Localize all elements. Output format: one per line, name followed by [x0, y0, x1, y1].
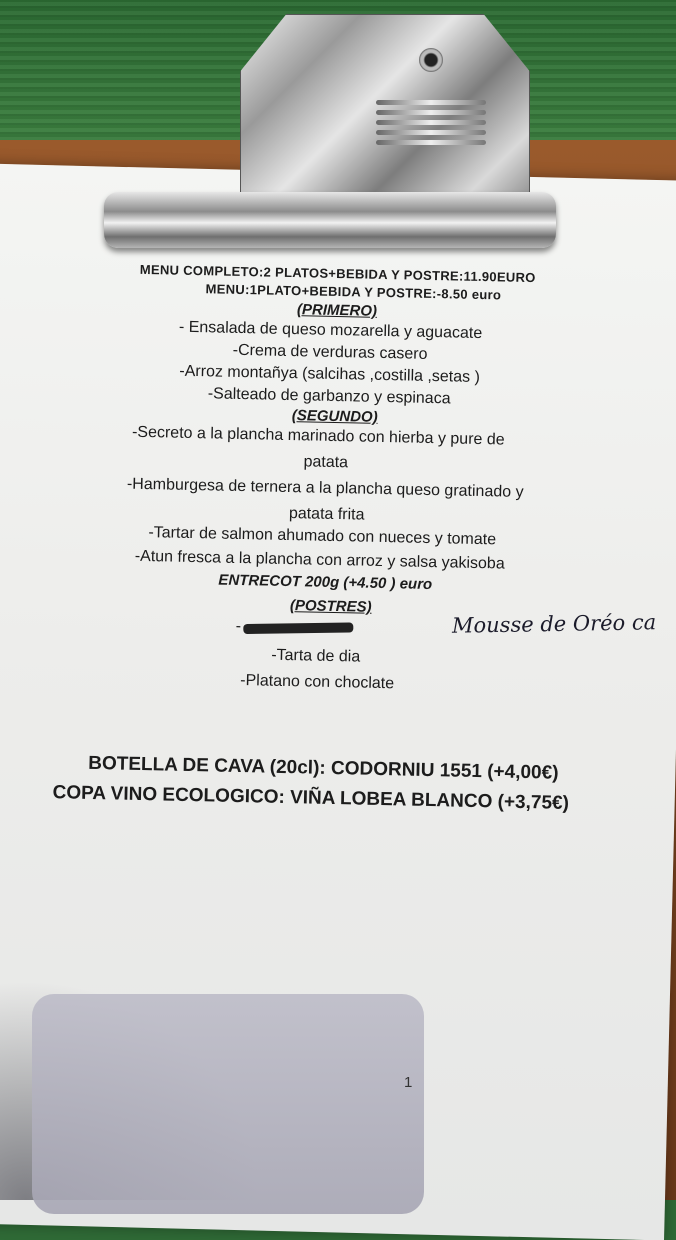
segundo-item: -Tartar de salmon ahumado con nueces y tomate — [148, 524, 497, 549]
menu-header-completo: MENU COMPLETO:2 PLATOS+BEBIDA Y POSTRE:11.90EURO — [139, 261, 536, 286]
segundo-item: -Secreto a la plancha marinado con hierba y pure de — [131, 423, 505, 449]
crossed-out-mark — [243, 622, 353, 634]
segundo-item: patata frita — [288, 505, 365, 524]
section-primero: (PRIMERO) — [296, 301, 378, 320]
clip-bar — [104, 192, 556, 248]
primero-item: -Arroz montañya (salcihas ,costilla ,setas ) — [179, 362, 481, 386]
phone-reflection — [32, 994, 424, 1214]
handwritten-note: Mousse de Oréo ca — [451, 610, 657, 638]
primero-item: -Salteado de garbanzo y espinaca — [207, 385, 451, 408]
clip-hole-icon — [419, 48, 443, 72]
entrecot-line: ENTRECOT 200g (+4.50 ) euro — [218, 571, 433, 594]
primero-item: - Ensalada de queso mozarella y aguacate — [178, 318, 483, 343]
metal-clip — [104, 12, 556, 248]
clip-ridges — [376, 100, 486, 156]
postres-dash: - — [235, 617, 242, 636]
segundo-item: -Atun fresca a la plancha con arroz y salsa yakisoba — [134, 547, 505, 573]
section-segundo: (SEGUNDO) — [291, 407, 378, 426]
section-postres: (POSTRES) — [289, 597, 372, 616]
segundo-item: patata — [303, 453, 349, 472]
postres-item: -Tarta de dia — [271, 646, 361, 666]
page-number: 1 — [404, 1074, 413, 1091]
drink-cava: BOTELLA DE CAVA (20cl): CODORNIU 1551 (+4,00€) — [88, 752, 559, 784]
drink-vino: COPA VINO ECOLOGICO: VIÑA LOBEA BLANCO (+3,75€) — [52, 782, 570, 814]
primero-item: -Crema de verduras casero — [232, 341, 428, 363]
segundo-item: -Hamburgesa de ternera a la plancha queso gratinado y — [126, 475, 524, 501]
menu-header-simple: MENU:1PLATO+BEBIDA Y POSTRE:-8.50 euro — [205, 281, 502, 303]
postres-item: -Platano con choclate — [240, 672, 395, 693]
